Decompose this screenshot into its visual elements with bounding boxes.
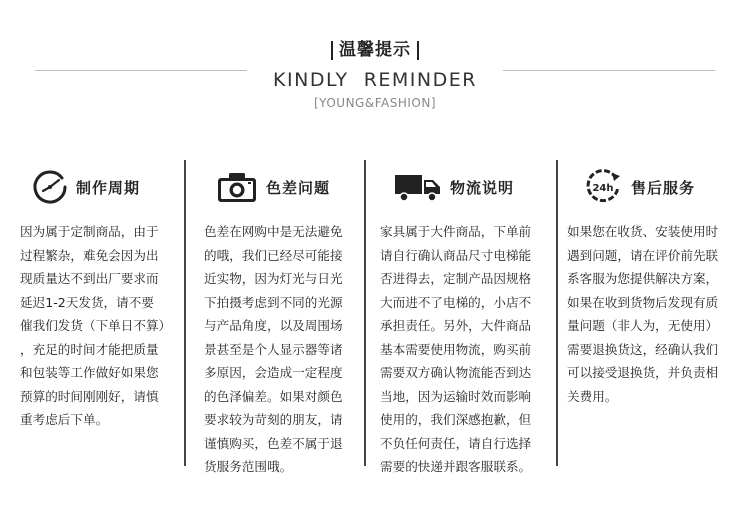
header-divider-right xyxy=(503,70,715,71)
column-divider-1 xyxy=(184,160,186,466)
column-color-difference xyxy=(204,162,362,479)
column-production-cycle xyxy=(20,162,180,432)
text-line: 货服务范围哦。 xyxy=(204,459,293,474)
truck-icon xyxy=(394,171,442,203)
text-line: 与产品角度，以及周围场 xyxy=(204,318,343,333)
text-line: 的色泽偏差。如果对颜色 xyxy=(204,388,343,404)
column-heading: 色差问题 xyxy=(266,178,331,197)
text-line: 如果在收到货物后发现有质 xyxy=(567,294,719,310)
text-line: 色差在网购中是无法避免 xyxy=(204,224,343,239)
text-line: 需要退换货这，经确认我们 xyxy=(567,341,719,357)
text-line: 景甚至是个人显示器等诸 xyxy=(204,341,343,357)
text-line: 近实物，因为灯光与日光 xyxy=(204,271,343,286)
column-body xyxy=(20,220,180,432)
title-subtitle: [YOUNG&FASHION] xyxy=(313,96,436,110)
column-header xyxy=(380,162,552,212)
column-body xyxy=(380,220,552,479)
text-line: 需要双方确认物流能否到达 xyxy=(380,365,532,380)
text-line: 和包装等工作做好如果您 xyxy=(20,365,159,380)
title-en: KINDLY REMINDER xyxy=(273,69,477,91)
text-line: 不负任何责任，请自行选择 xyxy=(380,435,532,451)
24h-label: 24h xyxy=(592,183,614,194)
text-line: 的哦，我们已经尽可能接 xyxy=(204,247,343,263)
text-line: 可以接受退换货，并负责相 xyxy=(567,365,719,380)
header xyxy=(250,40,500,110)
text-line: 因为属于定制商品，由于 xyxy=(20,224,159,239)
text-line: 重考虑后下单。 xyxy=(20,412,109,427)
column-heading: 售后服务 xyxy=(631,178,696,197)
text-line: 使用的，我们深感抱歉，但 xyxy=(380,412,532,427)
column-header xyxy=(567,162,745,212)
text-line: 预算的时间刚刚好，请慎 xyxy=(20,388,159,404)
column-logistics xyxy=(380,162,552,479)
text-line: 要求较为苛刻的朋友，请 xyxy=(204,412,343,427)
text-line: 否进得去，定制产品因规格 xyxy=(380,271,532,286)
text-line: 催我们发货（下单日不算） xyxy=(20,318,172,333)
text-line: 关费用。 xyxy=(567,388,618,404)
text-line: 当地，因为运输时效而影响 xyxy=(380,388,532,404)
text-line: 需要的快递并跟客服联系。 xyxy=(380,459,532,474)
title-cn: 温馨提示 xyxy=(331,41,419,60)
text-line: 量问题（非人为，无使用） xyxy=(567,318,719,333)
clock-icon xyxy=(32,169,68,205)
column-header xyxy=(204,162,362,212)
text-line: 大而进不了电梯的，小店不 xyxy=(380,294,532,310)
column-divider-2 xyxy=(364,160,366,466)
text-line: 基本需要使用物流，购买前 xyxy=(380,341,532,357)
text-line: 下拍摄考虑到不同的光源 xyxy=(204,294,343,310)
text-line: 如果您在收货、安装使用时 xyxy=(567,224,719,239)
column-header xyxy=(20,162,180,212)
camera-icon xyxy=(216,170,258,204)
column-body xyxy=(204,220,362,479)
text-line: 多原因，会造成一定程度 xyxy=(204,365,343,380)
column-body xyxy=(567,220,745,408)
text-line: 遇到问题，请在评价前先联 xyxy=(567,247,719,263)
text-line: 延迟1-2天发货，请不要 xyxy=(20,294,154,310)
text-line: 承担责任。另外，大件商品 xyxy=(380,318,532,333)
text-line: 过程繁杂，难免会因为出 xyxy=(20,247,159,263)
text-line: 谨慎购买，色差不属于退 xyxy=(204,435,343,451)
text-line: 家具属于大件商品，下单前 xyxy=(380,224,532,239)
text-line: 系客服为您提供解决方案， xyxy=(567,271,719,286)
column-heading: 物流说明 xyxy=(450,178,515,197)
header-divider-left xyxy=(35,70,247,71)
text-line: 现质量达不到出厂要求而 xyxy=(20,271,159,286)
column-after-sales xyxy=(567,162,745,408)
24h-service-icon xyxy=(583,167,623,207)
column-divider-3 xyxy=(556,160,558,466)
text-line: ，充足的时间才能把质量 xyxy=(20,341,159,357)
column-heading: 制作周期 xyxy=(76,178,141,197)
text-line: 请自行确认商品尺寸电梯能 xyxy=(380,247,532,263)
